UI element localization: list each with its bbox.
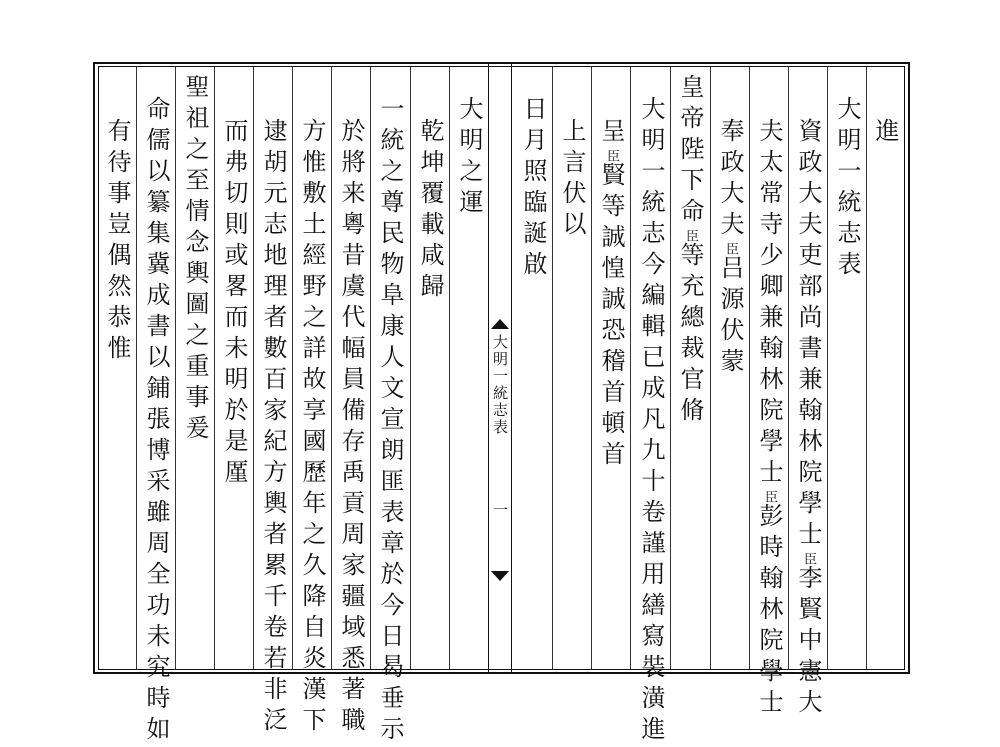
column-divider [370,67,371,669]
text-column [412,118,448,304]
text-column [515,96,551,282]
text-column [712,118,748,379]
column-divider [253,67,254,669]
column-text: 等充總裁官脩 [676,242,704,428]
center-gutter [488,62,512,674]
column-text: 資政大夫吏部尚書兼翰林院學士 [794,118,822,552]
column-text: 奉政大夫 [716,118,744,242]
column-divider [749,67,750,669]
text-column [294,118,330,738]
column-text: 夫太常寺少卿兼翰林院學士 [755,118,783,490]
column-text: 大明一統志今編輯已成凡九十卷謹用繕寫裝潢進 [637,96,665,747]
text-column [829,96,865,282]
text-column [751,118,787,720]
column-text: 呈 [597,118,625,149]
column-text: 李賢中憲大 [794,565,822,720]
gutter-border [511,62,512,674]
column-divider [552,67,553,669]
gutter-page-number: 一 [491,502,509,519]
column-divider [449,67,450,669]
text-column [216,118,252,490]
column-divider [292,67,293,669]
column-text: 大明之運 [455,96,483,220]
fishtail-top-icon [491,319,509,329]
column-text: 乾坤覆載咸歸 [416,118,444,304]
column-divider [827,67,828,669]
column-text: 賢等誠惶誠恐稽首頓首 [597,162,625,472]
column-text: 進 [871,118,899,149]
column-divider [670,67,671,669]
chen-small-char: 臣 [604,149,619,162]
column-text: 日月照臨誕啟 [519,96,547,282]
column-divider [788,67,789,669]
text-column [372,96,408,747]
text-column [333,118,369,738]
column-divider [591,67,592,669]
text-column [554,118,590,242]
text-column [255,118,291,738]
text-column [177,74,213,446]
column-text: 大明一統志表 [833,96,861,282]
column-divider [630,67,631,669]
column-divider [331,67,332,669]
text-column [99,118,135,366]
text-column [867,118,903,149]
column-text: 命儒以纂集冀成書以鋪張博采雖周全功未究時如 [142,96,170,747]
text-column [672,74,708,428]
gutter-title: 大明一統志表 [491,334,509,436]
column-text: 方惟敷土經野之詳故享國歷年之久降自炎漢下 [298,118,326,738]
column-text: 上言伏以 [558,118,586,242]
text-column [138,96,174,747]
column-text: 有待事豈偶然恭惟 [103,118,131,366]
column-text: 於將来粵昔虞代幅員備存禹貢周家疆域悉著職 [337,118,365,738]
chen-small-char: 臣 [801,552,816,565]
column-text: 彭時翰林院學士 [755,503,783,720]
column-text: 吕源伏蒙 [716,255,744,379]
chen-small-char: 臣 [762,490,777,503]
chen-small-char: 臣 [683,229,698,242]
column-divider [866,67,867,669]
column-text: 聖祖之至情念輿圖之重事爰 [181,74,209,446]
text-column [790,118,826,720]
column-divider [214,67,215,669]
text-column [593,118,629,472]
chen-small-char: 臣 [723,242,738,255]
column-divider [710,67,711,669]
column-text: 而弗切則或畧而未明於是厪 [220,118,248,490]
column-text: 皇帝陛下命 [676,74,704,229]
column-divider [136,67,137,669]
column-text: 一統之尊民物阜康人文宣朗匪表章於今日曷垂示 [376,96,404,747]
column-divider [175,67,176,669]
text-column [451,96,487,220]
column-text: 逮胡元志地理者數百家紀方輿者累千卷若非泛 [259,118,287,738]
fishtail-bottom-icon [491,571,509,581]
column-divider [410,67,411,669]
text-column [633,96,669,747]
gutter-border [488,62,489,674]
